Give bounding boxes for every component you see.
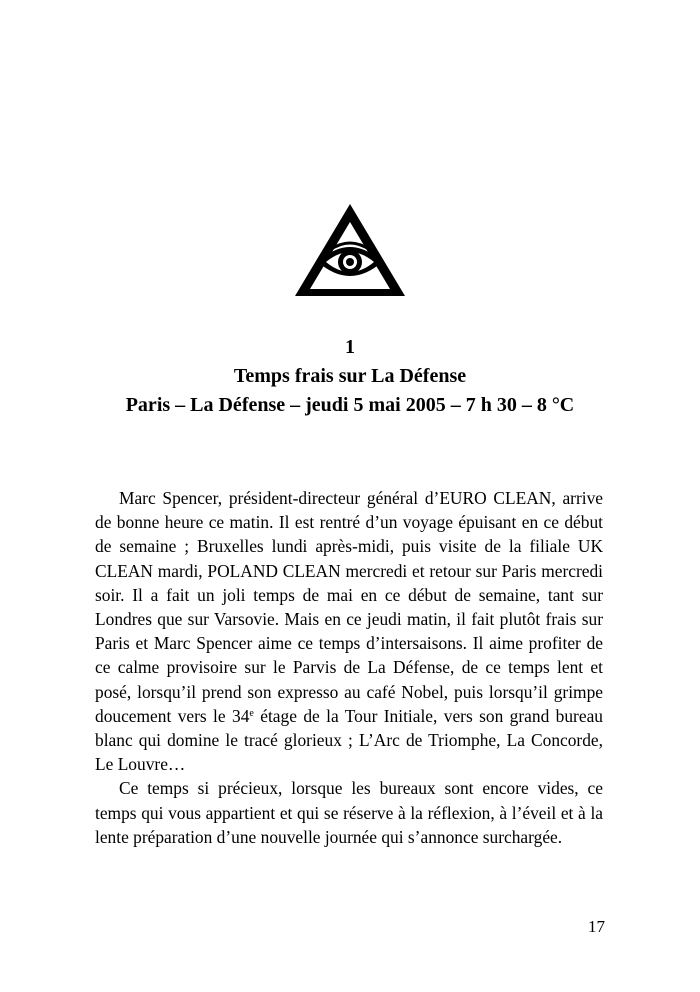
chapter-number: 1 [345, 336, 355, 358]
paragraph: Ce temps si précieux, lorsque les bureaux sont encore vides, ce temps qui vous appartient et qui se réserve à la réflexion, à l’éveil et à la lente préparation d’une nouvelle journée qui s’annonce surchargée. [95, 778, 603, 847]
page-number: 17 [588, 917, 605, 936]
chapter-title: Temps frais sur La Défense [233, 365, 467, 387]
body-text [95, 486, 603, 849]
paragraph-text: Marc Spencer, président-directeur général d’EURO CLEAN, arrive de bonne heure ce matin. Il est rentré d’un voyage épuisant en ce début de semaine ; Bruxelles lundi après-midi, puis visite de la filiale UK CLEAN mardi, POLAND CLEAN mercredi et retour sur Paris mercredi soir. Il a fait un joli temps de mai en ce début de semaine, tant sur Londres que sur Varsovie. Mais en ce jeudi matin, il fait plutôt frais sur Paris et Marc Spencer aime ce temps d’intersaisons. Il aime profiter de ce calme provisoire sur le Parvis de La Défense, de ce temps lent et posé, lorsqu’il prend son expresso au café Nobel, puis lorsqu’il grimpe doucement vers le 34 [95, 488, 603, 726]
paragraph-text-continued: étage de la Tour Initiale, vers son grand bureau blanc qui domine le tracé glorieux ; L’Arc de Triomphe, La Concorde, Le Louvre… [95, 705, 603, 775]
chapter-subtitle: Paris – La Défense – jeudi 5 mai 2005 – 7 h 30 – 8 °C [125, 394, 575, 416]
paragraph [95, 486, 603, 776]
eye-in-triangle-icon [293, 202, 407, 298]
superscript-ordinal: e [249, 707, 254, 719]
emblem-pupil [346, 258, 354, 266]
